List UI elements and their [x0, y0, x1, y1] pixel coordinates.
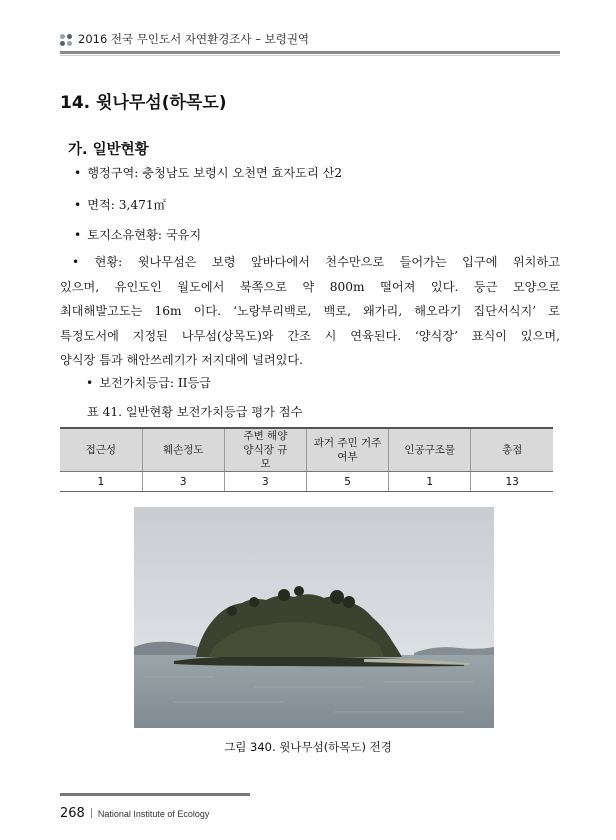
header-rule	[60, 51, 560, 54]
figure-caption: 그림 340. 윗나무섬(하목도) 전경	[224, 740, 392, 754]
bullet-grade-text: 보전가치등급: II등급	[99, 376, 211, 390]
status-line: 있으며, 유인도인 월도에서 북쪽으로 약 800m 떨어져 있다. 둥근 모양으로	[60, 279, 560, 294]
bullet-ownership-text: 토지소유현황: 국유지	[87, 228, 202, 242]
table-header-cell: 접근성	[60, 428, 142, 472]
table-header-cell: 과거 주민 거주 여부	[306, 428, 388, 472]
status-line: 양식장 틈과 해안쓰레기가 저지대에 널려있다.	[60, 353, 304, 368]
table-cell: 1	[389, 472, 471, 492]
table-row	[60, 472, 553, 492]
status-line: 최대해발고도는 16m 이다. ‘노랑부리백로, 백로, 왜가리, 해오라기 집단서식지’ 로	[60, 304, 560, 319]
table-cell: 3	[224, 472, 306, 492]
table-header-cell: 총점	[471, 428, 553, 472]
table-cell: 3	[142, 472, 224, 492]
footer-separator	[91, 808, 92, 818]
bullet-admin	[74, 164, 342, 181]
status-line: • 현황: 윗나무섬은 보령 앞바다에서 천수만으로 들어가는 입구에 위치하고	[72, 255, 560, 269]
bullet-admin-text: 행정구역: 충청남도 보령시 오천면 효자도리 산2	[87, 166, 343, 180]
four-dot-icon	[60, 34, 74, 48]
table-caption: 표 41. 일반현황 보전가치등급 평가 점수	[87, 405, 303, 419]
bullet-dot: •	[74, 198, 82, 212]
page-number: 268	[60, 806, 85, 821]
table-cell: 1	[60, 472, 142, 492]
status-paragraph	[60, 250, 560, 373]
table-header-cell: 인공구조물	[389, 428, 471, 472]
header-title: 2016 전국 무인도서 자연환경조사 – 보령권역	[78, 32, 310, 46]
table-header-cell: 훼손정도	[142, 428, 224, 472]
section-subtitle: 가. 일반현황	[68, 142, 149, 158]
table-header-cell: 주변 해양 양식장 규모	[224, 428, 306, 472]
page-footer	[60, 802, 209, 821]
island-photo-graphic	[134, 507, 494, 728]
header-rule-thin	[60, 55, 560, 56]
bullet-dot: •	[74, 166, 82, 180]
footer-rule	[60, 793, 250, 796]
bullet-dot: •	[74, 228, 82, 242]
bullet-area	[74, 196, 166, 213]
institute-name: National Institute of Ecology	[97, 809, 210, 819]
bullet-ownership	[74, 226, 201, 243]
bullet-area-text: 면적: 3,471㎡	[87, 198, 166, 212]
page-header	[60, 30, 560, 54]
status-line: 특정도서에 지정된 나무섬(상목도)와 간조 시 연육된다. ‘양식장’ 표식이 있으며,	[60, 328, 560, 343]
table-header-row	[60, 428, 553, 472]
bullet-dot: •	[86, 376, 94, 390]
table-cell: 5	[306, 472, 388, 492]
island-photo	[134, 507, 494, 728]
grade-table	[60, 427, 553, 492]
bullet-grade	[86, 374, 211, 391]
section-title: 14. 윗나무섬(하목도)	[60, 93, 227, 113]
table-cell: 13	[471, 472, 553, 492]
